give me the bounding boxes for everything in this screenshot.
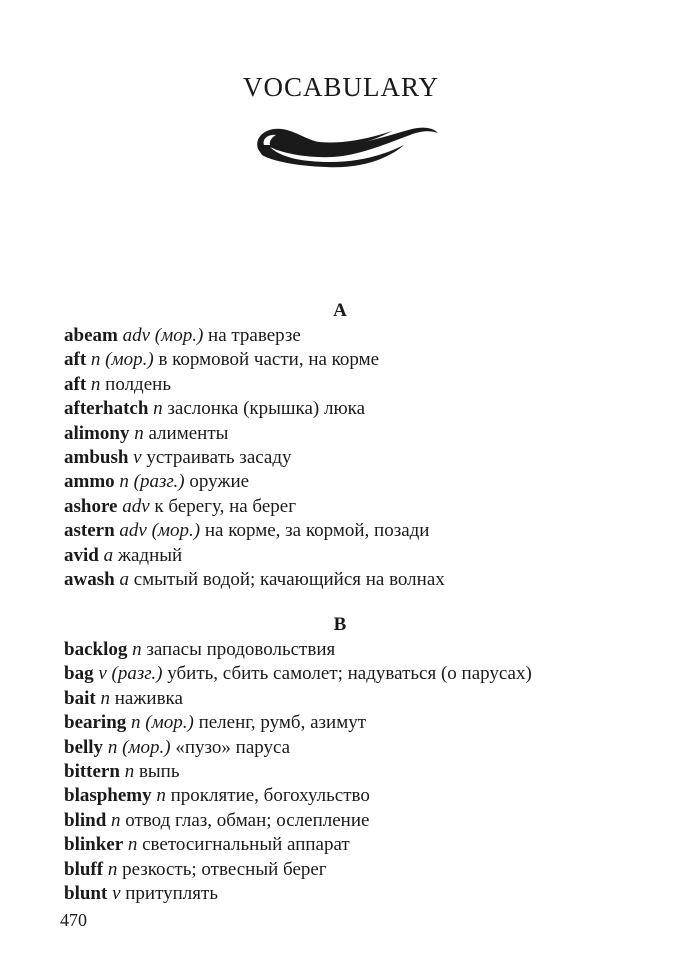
- dictionary-entry: [64, 809, 624, 833]
- entry-part-of-speech: n: [90, 373, 101, 395]
- entry-list: [64, 638, 624, 906]
- dictionary-entry: [64, 638, 624, 662]
- dictionary-entry: [64, 568, 624, 592]
- entry-definition: смытый водой; качающийся на волнах: [133, 569, 445, 591]
- entry-part-of-speech: v: [112, 883, 121, 905]
- entry-definition: притуплять: [125, 883, 218, 905]
- section-letter: A: [333, 300, 347, 321]
- dictionary-entry: [64, 833, 624, 857]
- dictionary-entry: [64, 784, 624, 808]
- entry-definition: оружие: [189, 471, 250, 493]
- page-number: 470: [60, 910, 87, 930]
- entry-usage-label: (мор.): [145, 712, 194, 734]
- entry-definition: наживка: [114, 687, 183, 709]
- dictionary-entry: [64, 373, 624, 397]
- entry-headword: blasphemy: [64, 785, 152, 807]
- entry-headword: alimony: [64, 422, 130, 444]
- entry-part-of-speech: n: [131, 712, 141, 734]
- entry-definition: выпь: [138, 761, 180, 783]
- dictionary-entry: [64, 470, 624, 494]
- entry-headword: backlog: [64, 639, 128, 660]
- entry-definition: алименты: [148, 422, 229, 444]
- entry-part-of-speech: adv: [122, 495, 150, 517]
- page-title: VOCABULARY: [242, 72, 440, 103]
- dictionary-entry: [64, 687, 624, 711]
- entry-headword: bait: [64, 687, 96, 709]
- entry-definition: пеленг, румб, азимут: [198, 712, 367, 734]
- dictionary-entry: [64, 495, 624, 519]
- entry-headword: bluff: [64, 858, 104, 880]
- entry-headword: astern: [64, 520, 115, 542]
- entry-definition: проклятие, богохульство: [170, 785, 370, 807]
- entry-usage-label: (разг.): [133, 471, 185, 493]
- entry-part-of-speech: v: [98, 663, 107, 685]
- entry-headword: afterhatch: [64, 398, 149, 420]
- dictionary-entry: [64, 422, 624, 446]
- entry-part-of-speech: n: [124, 761, 135, 783]
- entry-part-of-speech: n: [107, 858, 118, 880]
- entry-headword: belly: [64, 736, 104, 758]
- section-a: [64, 298, 624, 592]
- entry-part-of-speech: n: [153, 398, 163, 420]
- entry-usage-label: (мор.): [105, 349, 154, 371]
- entry-definition: заслонка (крышка) люка: [167, 398, 366, 420]
- entry-list: [64, 324, 624, 592]
- entry-part-of-speech: n: [134, 422, 144, 444]
- entry-headword: blind: [64, 809, 107, 831]
- entry-part-of-speech: n: [132, 639, 142, 660]
- dictionary-entry: [64, 760, 624, 784]
- entry-headword: blinker: [64, 834, 124, 856]
- entry-headword: awash: [64, 569, 115, 591]
- dictionary-entry: [64, 544, 624, 568]
- entry-definition: отвод глаз, обман; ослепление: [125, 809, 370, 831]
- entry-usage-label: (мор.): [122, 736, 171, 758]
- entry-definition: к берегу, на берег: [154, 495, 297, 517]
- entry-part-of-speech: n: [90, 349, 101, 371]
- entry-usage-label: (мор.): [151, 520, 201, 542]
- dictionary-entry: [64, 397, 624, 421]
- entry-definition: на траверзе: [208, 325, 301, 346]
- dictionary-entry: [64, 662, 624, 686]
- entry-part-of-speech: adv: [119, 520, 147, 542]
- dictionary-entry: [64, 324, 624, 348]
- entry-definition: светосигнальный аппарат: [142, 834, 350, 856]
- dictionary-entry: [64, 858, 624, 882]
- dictionary-entry: [64, 348, 624, 372]
- entry-definition: в кормовой части, на корме: [158, 349, 380, 371]
- entry-headword: aft: [64, 373, 87, 395]
- entry-headword: avid: [64, 544, 99, 566]
- entry-headword: ammo: [64, 471, 115, 493]
- entry-part-of-speech: a: [103, 544, 114, 566]
- entry-headword: bittern: [64, 761, 120, 783]
- dictionary-entry: [64, 519, 624, 543]
- entry-part-of-speech: n: [156, 785, 166, 807]
- dictionary-entry: [64, 446, 624, 470]
- entry-definition: жадный: [117, 544, 183, 566]
- entry-definition: на корме, за кормой, позади: [204, 520, 430, 542]
- entry-definition: убить, сбить самолет; надуваться (о парусах): [167, 663, 532, 685]
- entry-part-of-speech: n: [111, 809, 121, 831]
- entry-definition: запасы продовольствия: [146, 639, 336, 660]
- section-letter: B: [333, 614, 347, 635]
- entry-part-of-speech: n: [107, 736, 118, 758]
- entry-part-of-speech: v: [133, 447, 142, 469]
- entry-part-of-speech: n: [127, 834, 138, 856]
- entry-definition: устраивать засаду: [146, 447, 292, 469]
- dictionary-entry: [64, 882, 624, 906]
- dictionary-entry: [64, 711, 624, 735]
- entry-headword: bearing: [64, 712, 127, 734]
- entry-definition: резкость; отвесный берег: [122, 858, 327, 880]
- section-b: [64, 612, 624, 906]
- entry-definition: полдень: [105, 373, 171, 395]
- entry-headword: abeam: [64, 325, 118, 346]
- flourish-ornament-icon: [252, 115, 440, 175]
- entry-headword: bag: [64, 663, 94, 685]
- entry-part-of-speech: n: [100, 687, 110, 709]
- entry-headword: aft: [64, 349, 87, 371]
- entry-part-of-speech: n: [119, 471, 129, 493]
- entry-headword: ashore: [64, 495, 118, 517]
- entry-definition: «пузо» паруса: [175, 736, 291, 758]
- entry-headword: ambush: [64, 447, 129, 469]
- dictionary-entry: [64, 736, 624, 760]
- entry-usage-label: (мор.): [154, 325, 204, 346]
- entry-part-of-speech: adv: [122, 325, 151, 346]
- entry-part-of-speech: a: [119, 569, 129, 591]
- entry-headword: blunt: [64, 883, 108, 905]
- entry-usage-label: (разг.): [111, 663, 163, 685]
